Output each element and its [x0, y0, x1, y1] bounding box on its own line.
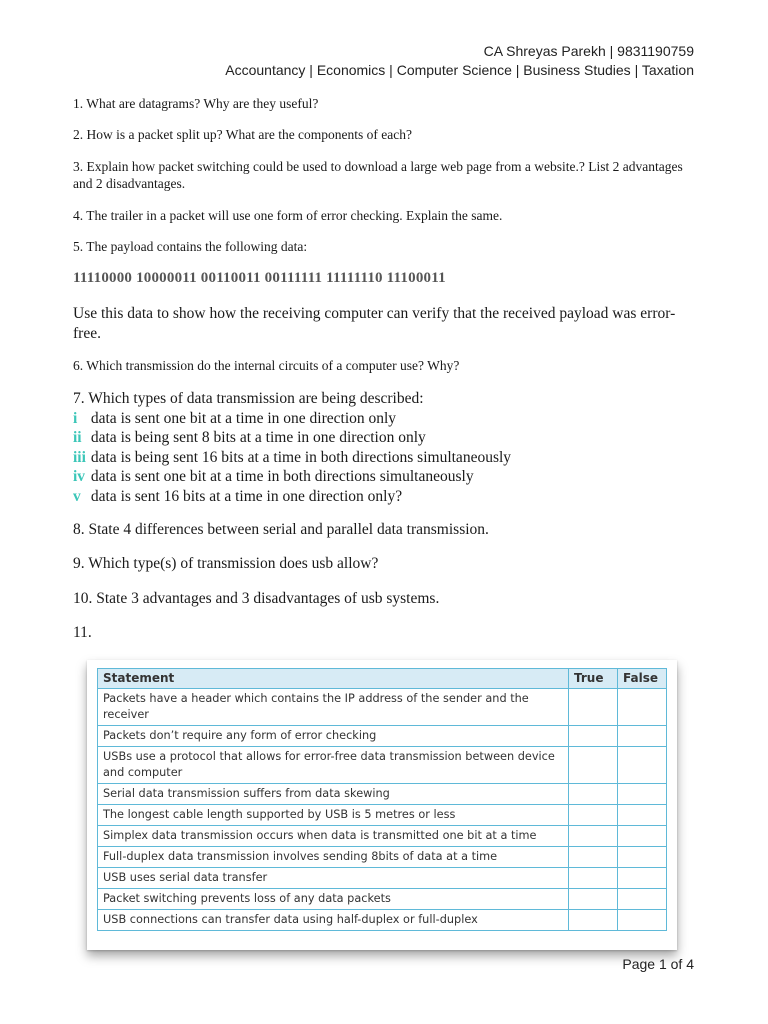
statement-cell: The longest cable length supported by USB is 5 metres or less — [98, 805, 569, 826]
false-cell[interactable] — [618, 910, 667, 931]
list-item: v data is sent 16 bits at a time in one direction only? — [73, 487, 403, 505]
true-cell[interactable] — [569, 826, 618, 847]
true-cell[interactable] — [569, 910, 618, 931]
list-item: ii data is being sent 8 bits at a time in one direction only — [73, 429, 426, 446]
true-false-table — [97, 668, 667, 931]
column-header-true: True — [569, 669, 618, 689]
table-row — [98, 826, 667, 847]
false-cell[interactable] — [618, 689, 667, 726]
statement-cell: USB connections can transfer data using half-duplex or full-duplex — [98, 910, 569, 931]
false-cell[interactable] — [618, 747, 667, 784]
false-cell[interactable] — [618, 805, 667, 826]
column-header-false: False — [618, 669, 667, 689]
question-4: 4. The trailer in a packet will use one form of error checking. Explain the same. — [73, 208, 503, 223]
true-cell[interactable] — [569, 805, 618, 826]
question-11: 11. — [73, 624, 92, 641]
table-row — [98, 847, 667, 868]
statement-cell: Simplex data transmission occurs when data is transmitted one bit at a time — [98, 826, 569, 847]
false-cell[interactable] — [618, 889, 667, 910]
page-number: Page 1 of 4 — [622, 956, 694, 972]
false-cell[interactable] — [618, 868, 667, 889]
false-cell[interactable] — [618, 847, 667, 868]
list-item: i data is sent one bit at a time in one direction only — [73, 409, 397, 427]
statement-cell: USBs use a protocol that allows for error-free data transmission between device and computer — [98, 747, 569, 784]
statement-cell: Packet switching prevents loss of any data packets — [98, 889, 569, 910]
true-cell[interactable] — [569, 726, 618, 747]
question-7-intro: 7. Which types of data transmission are being described: — [73, 390, 424, 407]
table-row — [98, 805, 667, 826]
table-row — [98, 726, 667, 747]
statement-cell: Full-duplex data transmission involves sending 8bits of data at a time — [98, 847, 569, 868]
subjects-line: Accountancy | Economics | Computer Science | Business Studies | Taxation — [225, 62, 694, 78]
statement-cell: Serial data transmission suffers from data skewing — [98, 784, 569, 805]
question-7 — [73, 389, 511, 506]
false-cell[interactable] — [618, 726, 667, 747]
table-row — [98, 784, 667, 805]
question-1: 1. What are datagrams? Why are they useful? — [73, 96, 319, 111]
question-5: 5. The payload contains the following data: — [73, 239, 308, 254]
statement-cell: USB uses serial data transfer — [98, 868, 569, 889]
question-9: 9. Which type(s) of transmission does usb allow? — [73, 555, 379, 572]
list-item: iv data is sent one bit at a time in both directions simultaneously — [73, 468, 474, 485]
question-8: 8. State 4 differences between serial and parallel data transmission. — [73, 521, 489, 538]
statement-cell: Packets have a header which contains the IP address of the sender and the receiver — [98, 689, 569, 726]
binary-payload: 11110000 10000011 00110011 00111111 11111110 11100011 — [73, 270, 446, 286]
question-3: 3. Explain how packet switching could be used to download a large web page from a website.? List 2 advantages and 2 disadvantages. — [73, 159, 683, 191]
true-cell[interactable] — [569, 868, 618, 889]
statement-cell: Packets don’t require any form of error checking — [98, 726, 569, 747]
true-cell[interactable] — [569, 689, 618, 726]
column-header-statement: Statement — [98, 669, 569, 689]
question-6: 6. Which transmission do the internal circuits of a computer use? Why? — [73, 358, 460, 373]
false-cell[interactable] — [618, 826, 667, 847]
question-2: 2. How is a packet split up? What are the components of each? — [73, 127, 413, 142]
table-row — [98, 910, 667, 931]
table-row — [98, 689, 667, 726]
author-contact: CA Shreyas Parekh | 9831190759 — [483, 43, 694, 59]
table-row — [98, 889, 667, 910]
question-5-task: Use this data to show how the receiving computer can verify that the received payload was error-free. — [73, 305, 676, 342]
list-item: iii data is being sent 16 bits at a time in both directions simultaneously — [73, 448, 512, 466]
false-cell[interactable] — [618, 784, 667, 805]
question-10: 10. State 3 advantages and 3 disadvantages of usb systems. — [73, 590, 440, 607]
true-cell[interactable] — [569, 784, 618, 805]
true-false-table-card — [87, 660, 677, 950]
true-cell[interactable] — [569, 889, 618, 910]
page-header — [225, 42, 694, 80]
true-cell[interactable] — [569, 747, 618, 784]
true-cell[interactable] — [569, 847, 618, 868]
table-row — [98, 868, 667, 889]
table-row — [98, 747, 667, 784]
